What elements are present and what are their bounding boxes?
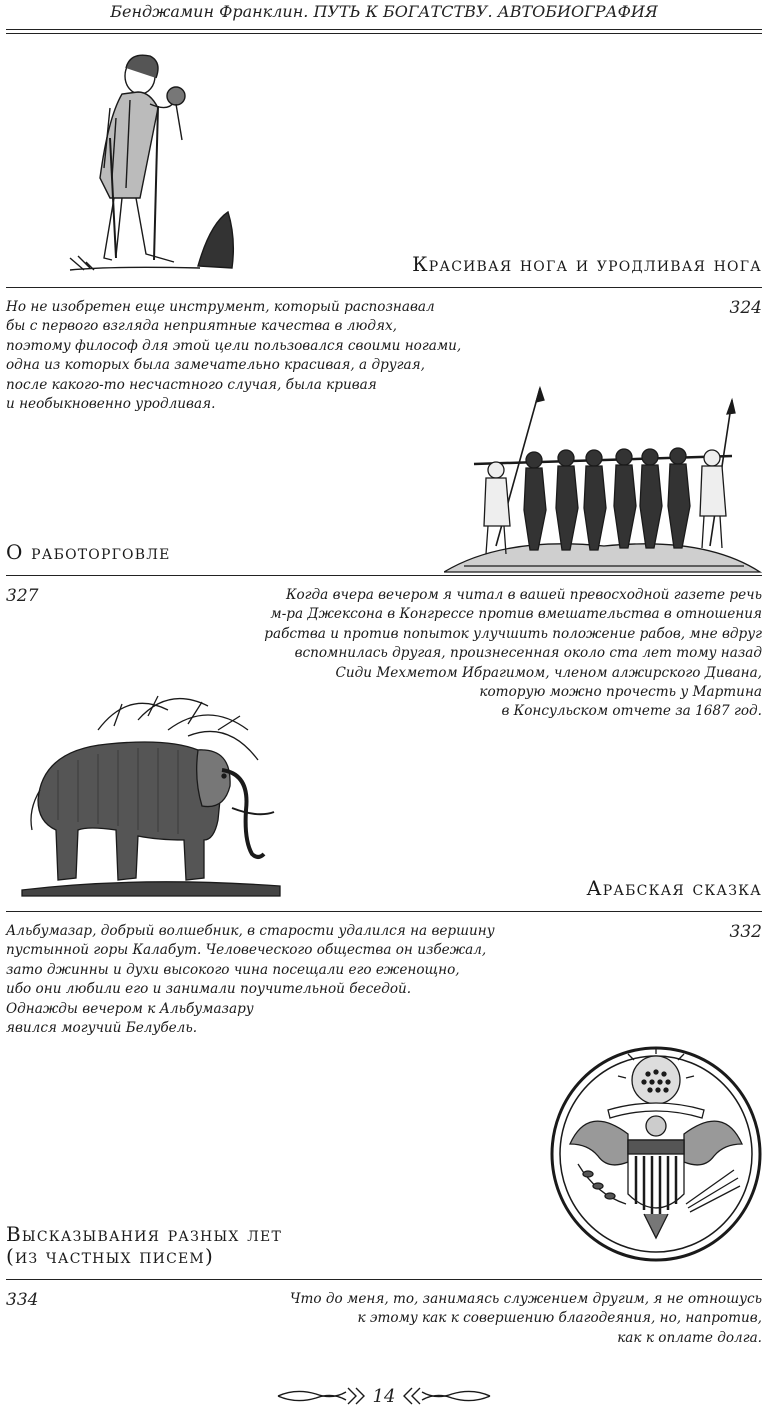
slave-procession-illustration	[444, 386, 762, 576]
page-number: 14	[372, 1386, 396, 1407]
entry-title-slave-trade: О работорговле	[6, 540, 171, 564]
entry-excerpt: Альбумазар, добрый волшебник, в старости удалился на вершину пустынной горы Калабут. Человеческого общества он избежал, зато джинны и духи высокого чина посещали его еженощно, ибо они любили его и занимали поучительной беседой. Однажды вечером к Альбумазару явился могучий Белубель.	[6, 923, 495, 1037]
entry-excerpt: Когда вчера вечером я читал в вашей превосходной газете речь м-ра Джексона в Конгрессе против вмешательства в отношения рабства и против попыток улучшить положение рабов, мне вдруг вспомнилась другая, произнесенная около ста лет тому назад Сиди Мехметом Ибрагимом, членом алжирского Дивана, которую можно прочесть у Мартина в Консульском отчете за 1687 год.	[264, 587, 762, 720]
elephant-illustration	[18, 690, 282, 900]
entry-page-number: 332	[729, 922, 762, 942]
entry-excerpt: Что до меня, то, занимаясь служением другим, я не отношусь к этому как к совершению благодеяния, но, напротив, как к оплате долга.	[290, 1291, 762, 1346]
entry-page-number: 334	[6, 1290, 39, 1310]
header-rule	[6, 29, 762, 34]
entry-title-sayings	[6, 1223, 282, 1267]
entry-title-arabian-tale: Арабская сказка	[586, 876, 762, 900]
right-ornament-icon	[400, 1384, 492, 1408]
running-title: Бенджамин Франклин. ПУТЬ К БОГАТСТВУ. АВТОБИОГРАФИЯ	[110, 2, 658, 21]
entry-rule	[6, 287, 762, 288]
entry-rule	[6, 1279, 762, 1280]
entry-rule	[6, 575, 762, 576]
entry-title-line-1: Высказывания разных лет	[6, 1222, 282, 1246]
page-footer	[0, 1382, 768, 1412]
entry-title-line-2: (из частных писем)	[6, 1244, 214, 1268]
entry-rule	[6, 911, 762, 912]
left-ornament-icon	[276, 1384, 368, 1408]
entry-title-beautiful-leg: Красивая нога и уродливая нога	[412, 252, 762, 276]
entry-page-number: 327	[6, 586, 39, 606]
great-seal-illustration	[548, 1044, 764, 1264]
entry-page-number: 324	[729, 298, 762, 318]
man-with-crutches-illustration	[50, 48, 240, 280]
entry-excerpt: Но не изобретен еще инструмент, который распознавал бы с первого взгляда неприятные качества в людях, поэтому философ для этой цели пользовался своими ногами, одна из которых была замечательно красивая, а другая, после какого-то несчастного случая, была кривая и необыкновенно уродливая.	[6, 299, 462, 413]
